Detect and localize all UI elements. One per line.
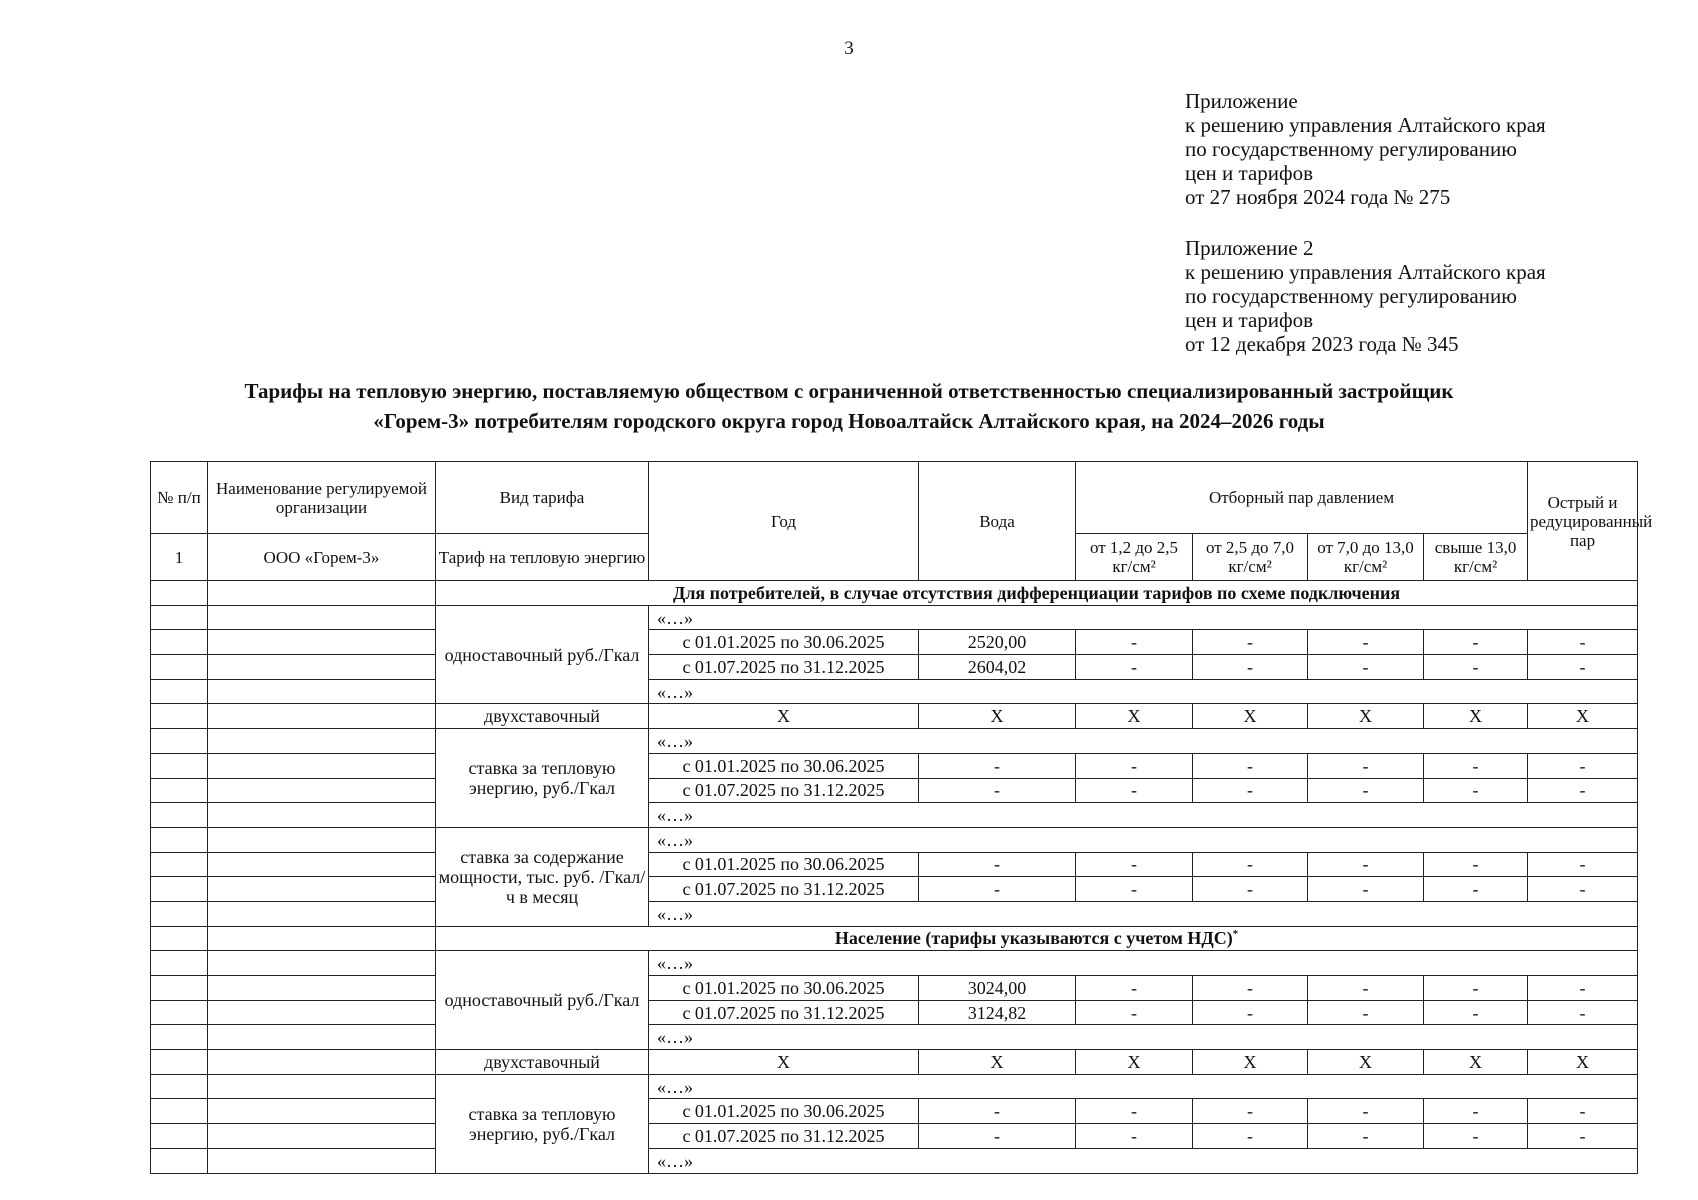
value-cell: 3024,00: [919, 976, 1076, 1001]
num-cell: [151, 1099, 208, 1124]
value-cell: -: [1424, 1124, 1528, 1149]
table-row: [151, 852, 1638, 877]
table-row: [151, 1074, 1638, 1099]
value-cell: -: [1528, 852, 1638, 877]
header-org: Наименование регулируемой организации: [208, 462, 436, 534]
value-cell: -: [919, 778, 1076, 803]
table-row: [151, 877, 1638, 902]
value-cell: -: [1076, 630, 1193, 655]
num-cell: [151, 679, 208, 704]
ellipsis-cell: «…»: [649, 679, 1638, 704]
table-row: [151, 976, 1638, 1001]
value-cell: -: [919, 1124, 1076, 1149]
org-cell: [208, 1099, 436, 1124]
period-cell: X: [649, 704, 919, 729]
value-cell: -: [1076, 1124, 1193, 1149]
table-row: [151, 901, 1638, 926]
value-cell: X: [1308, 1050, 1424, 1075]
value-cell: -: [1193, 976, 1308, 1001]
value-cell: -: [1193, 753, 1308, 778]
tariff-kind-label: ставка за тепловую энергию, руб./Гкал: [436, 1074, 649, 1173]
appendix-note-2: [1185, 236, 1546, 356]
num-cell: [151, 803, 208, 828]
value-cell: -: [1076, 852, 1193, 877]
value-cell: X: [1424, 1050, 1528, 1075]
value-cell: -: [1308, 852, 1424, 877]
value-cell: X: [1528, 1050, 1638, 1075]
table-row: [151, 951, 1638, 976]
value-cell: -: [1424, 852, 1528, 877]
value-cell: -: [919, 877, 1076, 902]
value-cell: -: [1528, 976, 1638, 1001]
value-cell: -: [1308, 630, 1424, 655]
table-row: [151, 803, 1638, 828]
value-cell: -: [1424, 1000, 1528, 1025]
value-cell: -: [1424, 630, 1528, 655]
num-cell: [151, 852, 208, 877]
section-title: [436, 926, 1638, 951]
table-row: [151, 605, 1638, 630]
org-cell: [208, 630, 436, 655]
table-row: [151, 1025, 1638, 1050]
tariff-kind-label: одноставочный руб./Гкал: [436, 951, 649, 1050]
table-row: [151, 1050, 1638, 1075]
value-cell: -: [1424, 778, 1528, 803]
value-cell: -: [1424, 753, 1528, 778]
org-cell: [208, 1074, 436, 1099]
value-cell: -: [1193, 1000, 1308, 1025]
value-cell: -: [1193, 778, 1308, 803]
ellipsis-cell: «…»: [649, 951, 1638, 976]
org-cell: [208, 605, 436, 630]
org-cell: [208, 704, 436, 729]
row-one-kind: Тариф на тепловую энергию: [436, 534, 649, 581]
table-row: [151, 778, 1638, 803]
value-cell: -: [1308, 1099, 1424, 1124]
value-cell: -: [1076, 877, 1193, 902]
value-cell: -: [1308, 976, 1424, 1001]
num-cell: [151, 704, 208, 729]
appendix-line: цен и тарифов: [1185, 161, 1314, 185]
row-one-num: 1: [151, 534, 208, 581]
num-cell: [151, 926, 208, 951]
num-cell: [151, 605, 208, 630]
tariff-table: [150, 461, 1653, 1174]
appendix-line: к решению управления Алтайского края: [1185, 260, 1546, 284]
org-cell: [208, 827, 436, 852]
ellipsis-cell: «…»: [649, 901, 1638, 926]
table-row: [151, 827, 1638, 852]
table-row: [151, 704, 1638, 729]
document-title: [0, 376, 1698, 436]
appendix-line: от 27 ноября 2024 года № 275: [1185, 185, 1451, 209]
org-cell: [208, 976, 436, 1001]
value-cell: -: [1308, 1124, 1424, 1149]
value-cell: X: [1528, 704, 1638, 729]
value-cell: -: [1076, 976, 1193, 1001]
ellipsis-cell: «…»: [649, 1074, 1638, 1099]
org-cell: [208, 901, 436, 926]
footnote-mark: *: [1232, 928, 1239, 941]
tariff-kind-label: ставка за тепловую энергию, руб./Гкал: [436, 729, 649, 828]
org-cell: [208, 1000, 436, 1025]
section-row: [151, 581, 1638, 606]
value-cell: -: [1424, 1099, 1528, 1124]
num-cell: [151, 1050, 208, 1075]
header-row: [151, 462, 1638, 534]
value-cell: -: [1308, 778, 1424, 803]
num-cell: [151, 976, 208, 1001]
value-cell: -: [1528, 1124, 1638, 1149]
period-cell: с 01.01.2025 по 30.06.2025: [649, 630, 919, 655]
org-cell: [208, 729, 436, 754]
num-cell: [151, 655, 208, 680]
header-steam-1: от 1,2 до 2,5 кг/см²: [1076, 534, 1193, 581]
period-cell: с 01.01.2025 по 30.06.2025: [649, 852, 919, 877]
value-cell: -: [1308, 753, 1424, 778]
period-cell: с 01.01.2025 по 30.06.2025: [649, 1099, 919, 1124]
value-cell: -: [1528, 778, 1638, 803]
tariff-kind-label: одноставочный руб./Гкал: [436, 605, 649, 704]
value-cell: X: [1076, 704, 1193, 729]
value-cell: -: [1528, 630, 1638, 655]
period-cell: с 01.07.2025 по 31.12.2025: [649, 1000, 919, 1025]
value-cell: -: [1193, 1099, 1308, 1124]
org-cell: [208, 1148, 436, 1173]
value-cell: -: [1076, 655, 1193, 680]
value-cell: -: [1076, 778, 1193, 803]
num-cell: [151, 951, 208, 976]
value-cell: X: [919, 1050, 1076, 1075]
appendix-note-1: [1185, 89, 1546, 209]
row-one-org: ООО «Горем-3»: [208, 534, 436, 581]
value-cell: 2604,02: [919, 655, 1076, 680]
header-sharp-steam: Острый и редуцированный пар: [1528, 462, 1638, 581]
tariff-kind-label: двухставочный: [436, 1050, 649, 1075]
ellipsis-cell: «…»: [649, 729, 1638, 754]
appendix-line: по государственному регулированию: [1185, 284, 1517, 308]
ellipsis-cell: «…»: [649, 1148, 1638, 1173]
num-cell: [151, 729, 208, 754]
title-line: «Горем-3» потребителям городского округа город Новоалтайск Алтайского края, на 2024–2026 годы: [373, 409, 1325, 433]
period-cell: с 01.01.2025 по 30.06.2025: [649, 753, 919, 778]
value-cell: -: [1528, 877, 1638, 902]
value-cell: -: [1076, 1000, 1193, 1025]
num-cell: [151, 1025, 208, 1050]
appendix-line: Приложение 2: [1185, 236, 1314, 260]
ellipsis-cell: «…»: [649, 803, 1638, 828]
value-cell: -: [1528, 1000, 1638, 1025]
table-row: [151, 630, 1638, 655]
table-row: [151, 1148, 1638, 1173]
header-year: Год: [649, 462, 919, 581]
value-cell: -: [1193, 655, 1308, 680]
value-cell: -: [1076, 1099, 1193, 1124]
num-cell: [151, 1000, 208, 1025]
section-title-text: Для потребителей, в случае отсутствия дифференциации тарифов по схеме подключения: [672, 582, 1401, 603]
value-cell: X: [1076, 1050, 1193, 1075]
header-kind: Вид тарифа: [436, 462, 649, 534]
value-cell: -: [1193, 852, 1308, 877]
table-row: [151, 1124, 1638, 1149]
table-row: [151, 729, 1638, 754]
table-row: [151, 679, 1638, 704]
org-cell: [208, 655, 436, 680]
header-steam-2: от 2,5 до 7,0 кг/см²: [1193, 534, 1308, 581]
value-cell: -: [919, 1099, 1076, 1124]
value-cell: -: [1193, 877, 1308, 902]
org-cell: [208, 852, 436, 877]
period-cell: с 01.01.2025 по 30.06.2025: [649, 976, 919, 1001]
section-row: [151, 926, 1638, 951]
value-cell: 3124,82: [919, 1000, 1076, 1025]
value-cell: X: [1308, 704, 1424, 729]
value-cell: -: [1193, 1124, 1308, 1149]
table-row: [151, 1000, 1638, 1025]
table-row: [151, 1099, 1638, 1124]
appendix-line: цен и тарифов: [1185, 308, 1314, 332]
value-cell: X: [1193, 704, 1308, 729]
org-cell: [208, 926, 436, 951]
period-cell: с 01.07.2025 по 31.12.2025: [649, 877, 919, 902]
num-cell: [151, 630, 208, 655]
value-cell: -: [1528, 655, 1638, 680]
value-cell: -: [1308, 655, 1424, 680]
table-row: [151, 753, 1638, 778]
org-cell: [208, 679, 436, 704]
num-cell: [151, 581, 208, 606]
value-cell: -: [919, 753, 1076, 778]
org-cell: [208, 877, 436, 902]
value-cell: -: [1308, 877, 1424, 902]
appendix-line: по государственному регулированию: [1185, 137, 1517, 161]
section-title: [436, 581, 1638, 606]
ellipsis-cell: «…»: [649, 605, 1638, 630]
period-cell: с 01.07.2025 по 31.12.2025: [649, 1124, 919, 1149]
header-num: № п/п: [151, 462, 208, 534]
title-line: Тарифы на тепловую энергию, поставляемую обществом с ограниченной ответственностью специализированный застройщик: [244, 379, 1454, 403]
header-steam-4: свыше 13,0 кг/см²: [1424, 534, 1528, 581]
num-cell: [151, 1124, 208, 1149]
num-cell: [151, 753, 208, 778]
org-cell: [208, 778, 436, 803]
appendix-line: к решению управления Алтайского края: [1185, 113, 1546, 137]
org-cell: [208, 1025, 436, 1050]
value-cell: -: [919, 852, 1076, 877]
ellipsis-cell: «…»: [649, 827, 1638, 852]
org-cell: [208, 951, 436, 976]
value-cell: -: [1424, 877, 1528, 902]
page-number: 3: [844, 38, 854, 59]
period-cell: с 01.07.2025 по 31.12.2025: [649, 655, 919, 680]
value-cell: X: [1193, 1050, 1308, 1075]
tariff-kind-label: ставка за содержание мощности, тыс. руб. /Гкал/ч в месяц: [436, 827, 649, 926]
org-cell: [208, 1050, 436, 1075]
num-cell: [151, 778, 208, 803]
value-cell: -: [1308, 1000, 1424, 1025]
num-cell: [151, 827, 208, 852]
ellipsis-cell: «…»: [649, 1025, 1638, 1050]
num-cell: [151, 1148, 208, 1173]
header-steam-group: Отборный пар давлением: [1076, 462, 1528, 534]
org-cell: [208, 753, 436, 778]
org-cell: [208, 581, 436, 606]
appendix-line: от 12 декабря 2023 года № 345: [1185, 332, 1459, 356]
tariff-kind-label: двухставочный: [436, 704, 649, 729]
appendix-line: Приложение: [1185, 89, 1298, 113]
value-cell: X: [1424, 704, 1528, 729]
value-cell: -: [1076, 753, 1193, 778]
num-cell: [151, 1074, 208, 1099]
period-cell: с 01.07.2025 по 31.12.2025: [649, 778, 919, 803]
period-cell: X: [649, 1050, 919, 1075]
org-cell: [208, 803, 436, 828]
value-cell: -: [1528, 753, 1638, 778]
value-cell: -: [1424, 655, 1528, 680]
section-title-text: Население (тарифы указываются с учетом НДС): [834, 928, 1233, 949]
org-cell: [208, 1124, 436, 1149]
header-water: Вода: [919, 462, 1076, 581]
num-cell: [151, 877, 208, 902]
value-cell: -: [1424, 976, 1528, 1001]
value-cell: X: [919, 704, 1076, 729]
num-cell: [151, 901, 208, 926]
header-steam-3: от 7,0 до 13,0 кг/см²: [1308, 534, 1424, 581]
value-cell: 2520,00: [919, 630, 1076, 655]
table-row: [151, 655, 1638, 680]
value-cell: -: [1193, 630, 1308, 655]
value-cell: -: [1528, 1099, 1638, 1124]
